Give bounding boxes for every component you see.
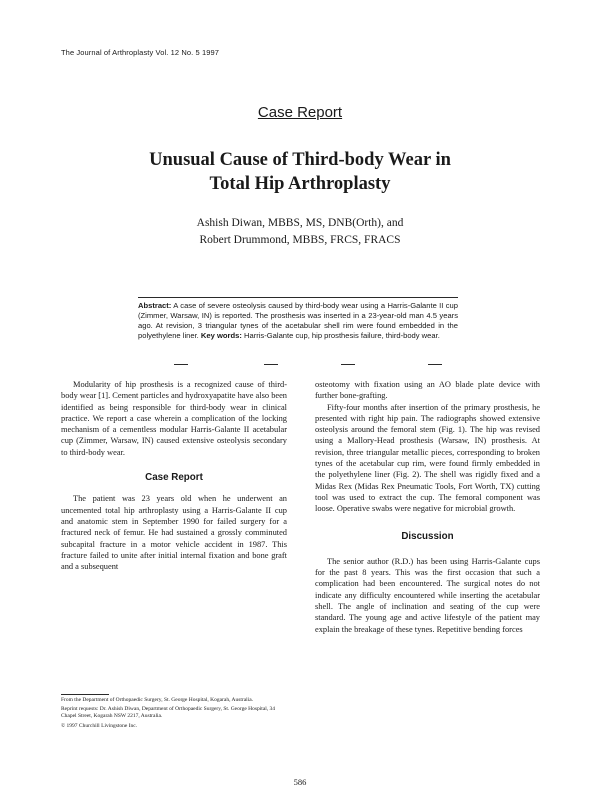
abstract-text (138, 301, 458, 341)
author-line: Robert Drummond, MBBS, FRCS, FRACS (199, 234, 401, 246)
right-column (315, 379, 540, 635)
discussion-heading: Discussion (401, 530, 454, 542)
footnote-copyright: © 1997 Churchill Livingstone Inc. (61, 722, 138, 729)
continuation-paragraph: osteotomy with fixation using an AO blade plate device with further bone-grafting. (315, 380, 540, 401)
author-line: Ashish Diwan, MBBS, MS, DNB(Orth), and (196, 217, 404, 229)
footnotes (61, 697, 287, 732)
abstract-box (138, 297, 458, 365)
left-column (61, 379, 287, 572)
case-report-paragraph: The patient was 23 years old when he underwent an uncemented total hip arthroplasty using a Harris-Galante II cup and anatomic stem in September 1990 for failed surgery for a fractured neck of femur. He had sustained a grossly comminuted subcapital fracture in a motor vehicle accident in 1987. This fracture failed to unite after initial internal fixation and bone graft and a subsequent (61, 494, 287, 572)
abstract-label: Abstract: (138, 301, 172, 310)
title-line: Total Hip Arthroplasty (209, 174, 391, 194)
abstract-rule-segment (341, 364, 355, 365)
footnote-rule (61, 694, 109, 695)
case-paragraph: Fifty-four months after insertion of the primary prosthesis, he presented with right hip pain. The radiographs showed extensive osteolysis around the femoral stem (Fig. 1). The hip was revised using a Mallory-Head prosthesis (Warsaw, IN) prosthesis. At revision, three triangular metallic pieces, corresponding to broken tynes of the acetabular cup rim, were found firmly embedded in the polyethylene liner (Fig. 2). The shell was rigidly fixed and a Midas Rex (Midas Rex Pneumatic Tools, Fort Worth, TX) cutting tool was used to extract the cup. The femoral component was loose. Operative swabs were negative for microbial growth. (315, 402, 540, 514)
section-label: Case Report (257, 104, 343, 121)
case-report-heading: Case Report (145, 472, 203, 484)
article-title (0, 148, 600, 196)
author-list (0, 215, 600, 249)
journal-header: The Journal of Arthroplasty Vol. 12 No. 5 1997 (61, 48, 220, 57)
title-line: Unusual Cause of Third-body Wear in (149, 150, 451, 170)
abstract-rule-segment (174, 364, 188, 365)
discussion-paragraph: The senior author (R.D.) has been using Harris-Galante cups for the past 8 years. This was the first occasion that such a complication had been encountered. The surgical notes do not indicate any difficulty encountered while inserting the acetabular shell. The angle of inclination and seating of the cup were standard. The young age and active lifestyle of the patient may explain the breakage of these tynes. Repetitive bending forces (315, 556, 540, 634)
footnote-affiliation: From the Department of Orthopaedic Surgery, St. George Hospital, Kogarah, Australia. (61, 697, 254, 703)
keywords-label: Key words: (200, 331, 242, 341)
abstract-rule-segment (428, 364, 442, 365)
abstract-body: A case of severe osteolysis caused by third-body wear using a Harris-Galante II cup (Zimmer, Warsaw, IN) is reported. The prosthesis was inserted in a 23-year-old man 4.5 years ago. At revision, 3 triangular tynes of the acetabular shell rim were found embedded in the polyethylene liner. (138, 301, 458, 341)
abstract-top-rule (138, 297, 458, 298)
abstract-rule-segment (264, 364, 278, 365)
keywords: Harris-Galante cup, hip prosthesis failure, third-body wear. (243, 331, 440, 341)
intro-paragraph: Modularity of hip prosthesis is a recognized cause of third-body wear [1]. Cement particles and hydroxyapatite have also been identified as being responsible for third-body wear in clinical practice. We report a case wherein a complication of the locking mechanism of a cementless modular Harris-Galante II acetabular cup (Zimmer, Warsaw, IN) caused extensive osteolysis secondary to third-body wear. (61, 380, 287, 457)
page-number: 586 (293, 777, 307, 787)
footnote-reprint: Reprint requests: Dr. Ashish Diwan, Department of Orthopaedic Surgery, St. George Hospital, 34 Chapel Street, Kogarah NSW 2217, Australia. (61, 706, 276, 720)
